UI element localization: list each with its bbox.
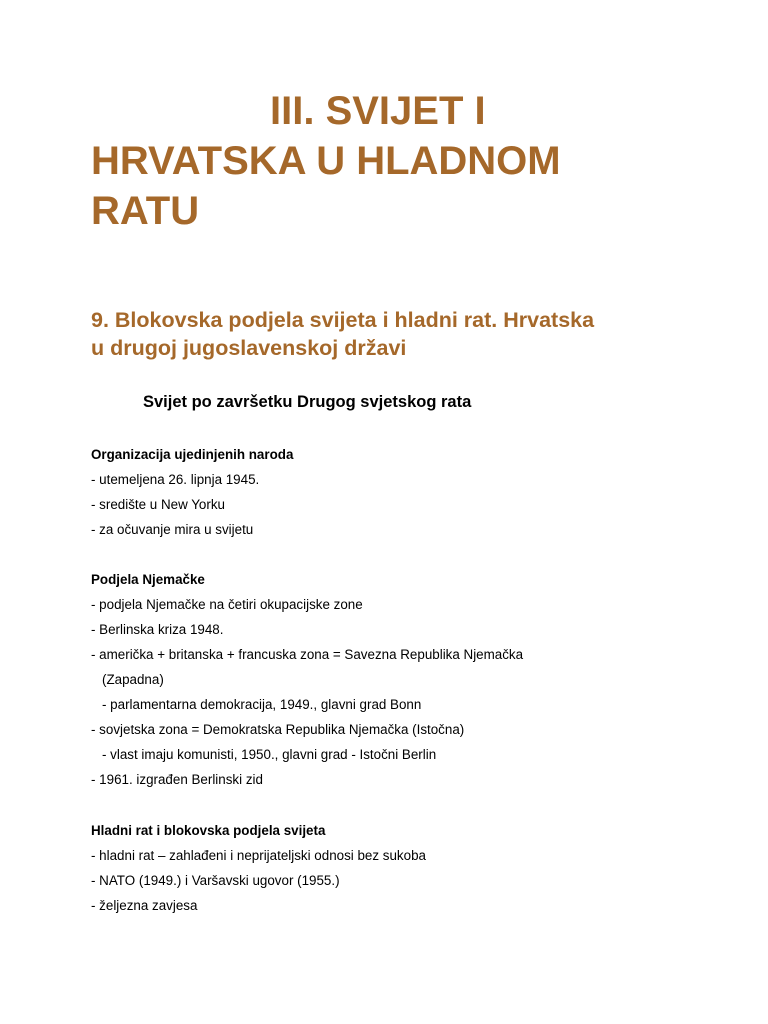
block-heading: Organizacija ujedinjenih naroda [91,447,294,462]
list-item: - željezna zavjesa [91,898,198,913]
section-division-of-germany [91,567,711,792]
chapter-title-line-3: RATU [91,189,200,233]
list-item: - Berlinska kriza 1948. [91,622,224,637]
list-item: - 1961. izgrađen Berlinski zid [91,772,263,787]
list-item: - hladni rat – zahlađeni i neprijateljski odnosi bez sukoba [91,848,426,863]
block-heading: Podjela Njemačke [91,572,205,587]
chapter-title [91,86,691,236]
list-sub-item: - vlast imaju komunisti, 1950., glavni grad - Istočni Berlin [102,747,437,762]
list-item: - sovjetska zona = Demokratska Republika Njemačka (Istočna) [91,722,465,737]
block-heading: Hladni rat i blokovska podjela svijeta [91,823,326,838]
list-item: - podjela Njemačke na četiri okupacijske zone [91,597,363,612]
section-title-line-2: u drugoj jugoslavenskoj državi [91,336,407,360]
section-united-nations [91,442,711,542]
list-item: - američka + britanska + francuska zona = Savezna Republika Njemačka [91,647,524,662]
subsection-title: Svijet po završetku Drugog svjetskog rata [143,393,472,411]
chapter-title-line-2: HRVATSKA U HLADNOM [91,139,561,183]
list-sub-item: - parlamentarna demokracija, 1949., glavni grad Bonn [102,697,422,712]
section-title [91,306,691,362]
list-item-continuation: (Zapadna) [102,672,164,687]
list-item: - za očuvanje mira u svijetu [91,522,254,537]
list-item: - NATO (1949.) i Varšavski ugovor (1955.) [91,873,340,888]
list-item: - utemeljena 26. lipnja 1945. [91,472,260,487]
section-cold-war [91,818,711,918]
chapter-title-line-1: III. SVIJET I [270,89,486,133]
list-item: - središte u New Yorku [91,497,225,512]
section-title-line-1: 9. Blokovska podjela svijeta i hladni rat. Hrvatska [91,308,595,332]
